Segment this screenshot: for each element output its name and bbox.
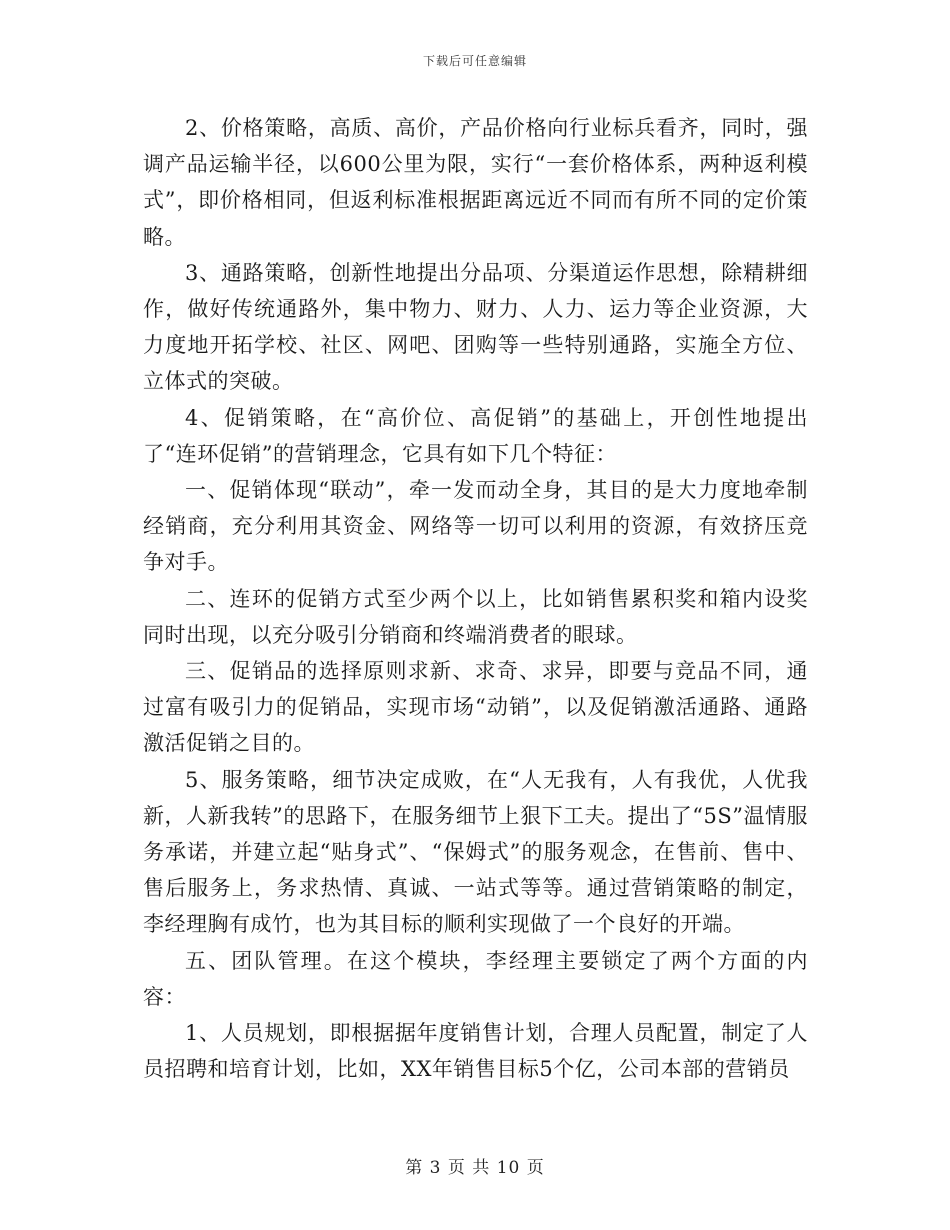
paragraph-channel-strategy: 3、通路策略，创新性地提出分品项、分渠道运作思想，除精耕细作，做好传统通路外，集中物力、财力、人力、运力等企业资源，大力度地开拓学校、社区、网吧、团购等一些特别通路，实施全方位、立体式的突破。 bbox=[143, 260, 808, 394]
paragraph-promotion-feature-2: 二、连环的促销方式至少两个以上，比如销售累积奖和箱内设奖同时出现，以充分吸引分销商和终端消费者的眼球。 bbox=[143, 586, 808, 647]
paragraph-promotion-feature-3: 三、促销品的选择原则求新、求奇、求异，即要与竞品不同，通过富有吸引力的促销品，实现市场“动销”，以及促销激活通路、通路激活促销之目的。 bbox=[143, 659, 808, 756]
page-header: 下载后可任意编辑 bbox=[422, 54, 527, 68]
paragraph-service-strategy: 5、服务策略，细节决定成败，在“人无我有，人有我优，人优我新，人新我转”的思路下，在服务细节上狠下工夫。提出了“5S”温情服务承诺，并建立起“贴身式”、“保姆式”的服务观念，在售前、售中、售后服务上，务求热情、真诚、一站式等等。通过营销策略的制定，李经理胸有成竹，也为其目标的顺利实现做了一个良好的开端。 bbox=[143, 767, 808, 937]
paragraph-staff-planning: 1、人员规划，即根据据年度销售计划，合理人员配置，制定了人员招聘和培育计划，比如，XX年销售目标5个亿，公司本部的营销员 bbox=[143, 1021, 808, 1082]
page-number: 第 3 页 共 10 页 bbox=[405, 1158, 545, 1178]
paragraph-team-management: 五、团队管理。在这个模块，李经理主要锁定了两个方面的内容： bbox=[143, 948, 808, 1009]
document-body bbox=[143, 110, 808, 1087]
paragraph-promotion-strategy: 4、促销策略，在“高价位、高促销”的基础上，开创性地提出了“连环促销”的营销理念，它具有如下几个特征： bbox=[143, 405, 808, 466]
paragraph-promotion-feature-1: 一、促销体现“联动”，牵一发而动全身，其目的是大力度地牵制经销商，充分利用其资金、网络等一切可以利用的资源，有效挤压竞争对手。 bbox=[143, 478, 808, 575]
paragraph-price-strategy: 2、价格策略，高质、高价，产品价格向行业标兵看齐，同时，强调产品运输半径，以600公里为限，实行“一套价格体系，两种返利模式”，即价格相同，但返利标准根据距离远近不同而有所不同的定价策略。 bbox=[143, 116, 808, 249]
